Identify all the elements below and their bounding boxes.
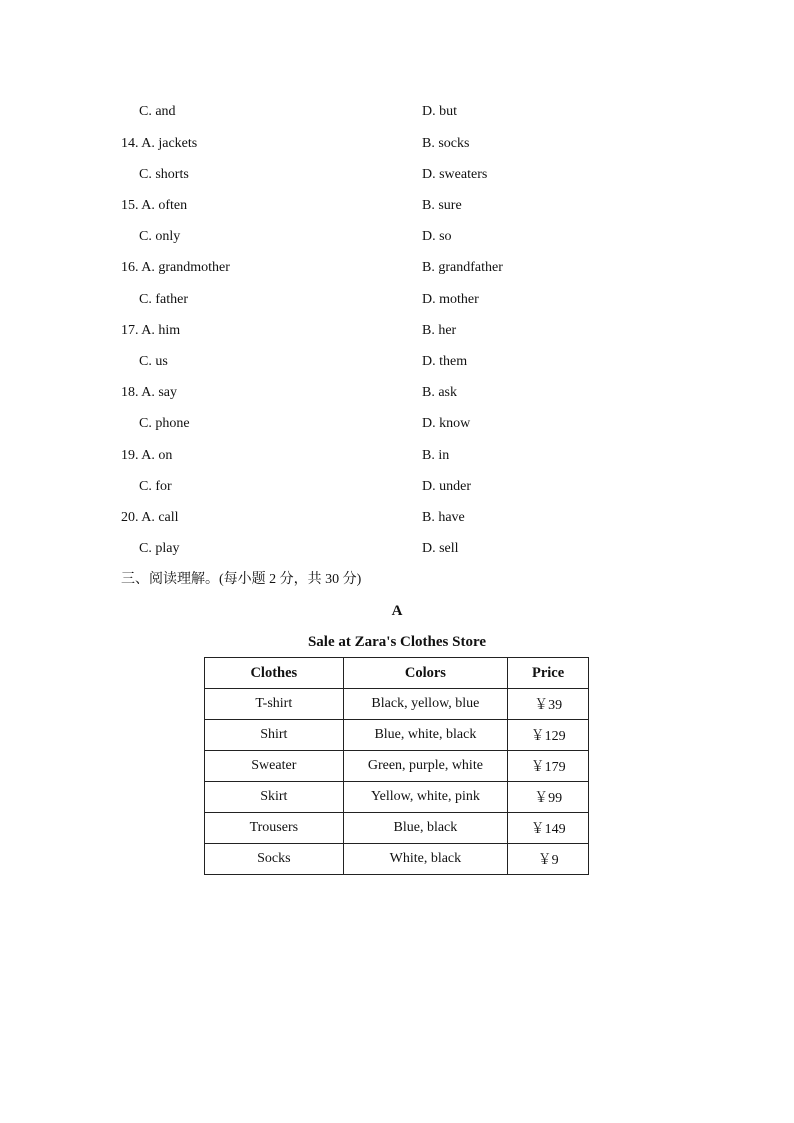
option-13-c: C. and [139, 104, 176, 119]
option-15-c: C. only [139, 229, 181, 244]
section-heading: 三、阅读理解。(每小题 2 分，共 30 分) [121, 572, 362, 587]
cell-clothes: Skirt [205, 782, 344, 813]
cell-clothes: Sweater [205, 751, 344, 782]
option-18-d: D. know [422, 416, 471, 431]
option-20-c: C. play [139, 541, 180, 556]
option-16-d: D. mother [422, 292, 479, 307]
cell-colors: Blue, black [343, 813, 508, 844]
option-16-c: C. father [139, 292, 188, 307]
sale-table [204, 657, 589, 875]
cell-price: ￥99 [508, 782, 589, 813]
option-18-c: C. phone [139, 416, 190, 431]
cell-price: ￥179 [508, 751, 589, 782]
header-colors: Colors [343, 658, 508, 689]
option-20-a: 20. A. call [121, 510, 179, 525]
option-16-a: 16. A. grandmother [121, 260, 230, 275]
table-row [205, 844, 589, 875]
cell-colors: Green, purple, white [343, 751, 508, 782]
table-row [205, 720, 589, 751]
cell-clothes: Trousers [205, 813, 344, 844]
option-19-d: D. under [422, 479, 471, 494]
option-17-c: C. us [139, 354, 168, 369]
option-14-d: D. sweaters [422, 167, 488, 182]
table-row [205, 751, 589, 782]
option-17-b: B. her [422, 323, 457, 338]
option-15-d: D. so [422, 229, 452, 244]
cell-colors: Blue, white, black [343, 720, 508, 751]
table-title: Sale at Zara's Clothes Store [307, 634, 487, 650]
cell-clothes: Shirt [205, 720, 344, 751]
option-17-d: D. them [422, 354, 468, 369]
passage-label: A [391, 603, 403, 619]
table-row [205, 782, 589, 813]
cell-clothes: Socks [205, 844, 344, 875]
option-16-b: B. grandfather [422, 260, 503, 275]
option-14-a: 14. A. jackets [121, 136, 198, 151]
header-price: Price [508, 658, 589, 689]
option-17-a: 17. A. him [121, 323, 181, 338]
option-20-b: B. have [422, 510, 465, 525]
cell-clothes: T-shirt [205, 689, 344, 720]
option-18-b: B. ask [422, 385, 457, 400]
option-20-d: D. sell [422, 541, 459, 556]
option-19-b: B. in [422, 448, 450, 463]
option-14-b: B. socks [422, 136, 470, 151]
cell-price: ￥9 [508, 844, 589, 875]
cell-price: ￥149 [508, 813, 589, 844]
option-18-a: 18. A. say [121, 385, 177, 400]
cell-colors: White, black [343, 844, 508, 875]
table-header-row [205, 658, 589, 689]
table-row [205, 813, 589, 844]
option-19-a: 19. A. on [121, 448, 173, 463]
option-15-a: 15. A. often [121, 198, 188, 213]
option-13-d: D. but [422, 104, 457, 119]
option-14-c: C. shorts [139, 167, 189, 182]
cell-colors: Yellow, white, pink [343, 782, 508, 813]
cell-price: ￥129 [508, 720, 589, 751]
option-15-b: B. sure [422, 198, 462, 213]
option-19-c: C. for [139, 479, 172, 494]
cell-colors: Black, yellow, blue [343, 689, 508, 720]
table-row [205, 689, 589, 720]
cell-price: ￥39 [508, 689, 589, 720]
header-clothes: Clothes [205, 658, 344, 689]
